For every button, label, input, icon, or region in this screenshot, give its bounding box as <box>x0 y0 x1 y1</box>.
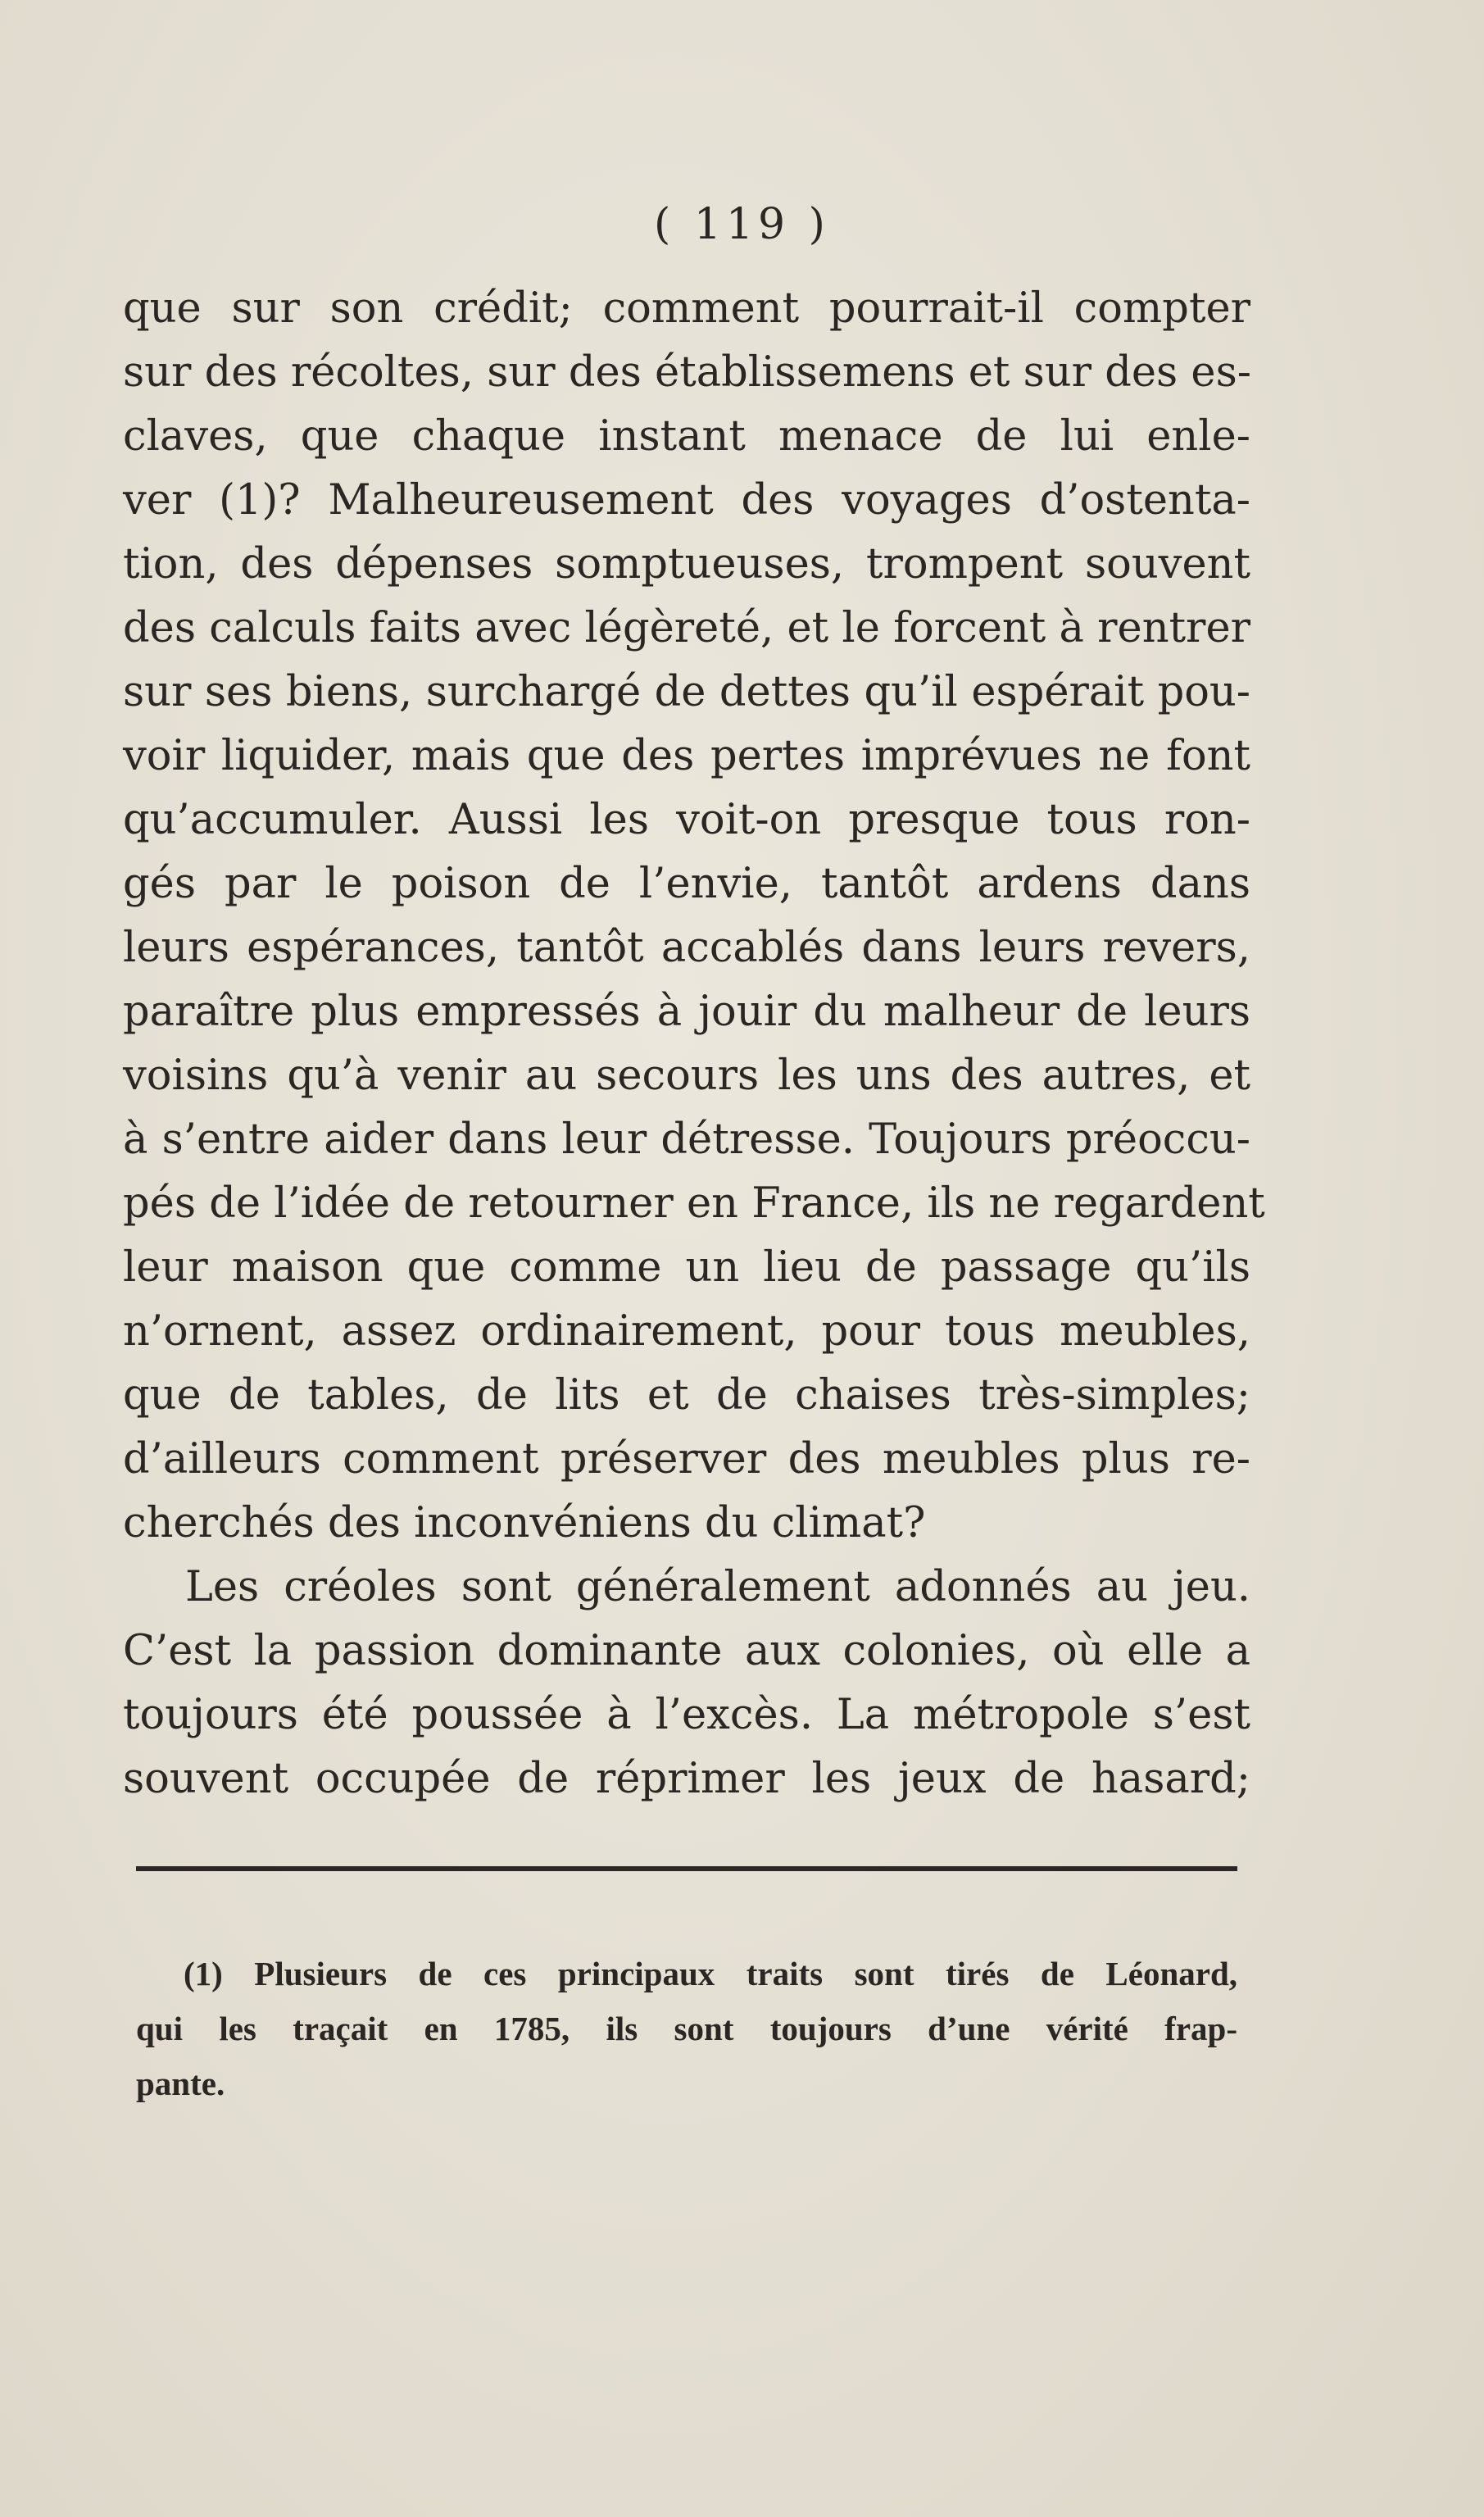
text-line: ver (1)? Malheureusement des voyages d’ostenta- <box>123 476 1250 525</box>
text-line: gés par le poison de l’envie, tantôt ardens dans <box>123 860 1250 908</box>
footnote-line: pante. <box>136 2065 225 2102</box>
text-line: tion, des dépenses somptueuses, trompent souvent <box>123 540 1250 588</box>
text-line: sur des récoltes, sur des établissemens et sur des es- <box>123 348 1251 397</box>
footnote-line: qui les traçait en 1785, ils sont toujours d’une vérité frap- <box>136 2010 1237 2047</box>
text-line: d’ailleurs comment préserver des meubles plus re- <box>123 1435 1250 1483</box>
text-line: cherchés des inconvéniens du climat? <box>123 1499 926 1547</box>
text-line: leur maison que comme un lieu de passage qu’ils <box>123 1243 1250 1292</box>
text-line: voisins qu’à venir au secours les uns des autres, et <box>123 1052 1250 1100</box>
page-number: ( 119 ) <box>654 200 830 249</box>
text-line: qu’accumuler. Aussi les voit-on presque tous ron- <box>123 796 1250 844</box>
paragraph-start-line: Les créoles sont généralement adonnés au jeu. <box>185 1563 1250 1611</box>
footnote-divider <box>136 1866 1237 1871</box>
text-line: voir liquider, mais que des pertes imprévues ne font <box>123 732 1250 780</box>
main-text <box>123 277 1265 1811</box>
footnote <box>136 1947 1237 2111</box>
text-line: paraître plus empressés à jouir du malheur de leurs <box>123 988 1250 1036</box>
text-line: C’est la passion dominante aux colonies, où elle a <box>123 1627 1250 1675</box>
text-line: souvent occupée de réprimer les jeux de hasard; <box>123 1755 1250 1803</box>
text-line: sur ses biens, surchargé de dettes qu’il espérait pou- <box>123 668 1250 716</box>
text-line: que de tables, de lits et de chaises très-simples; <box>123 1371 1250 1420</box>
footnote-line: (1) Plusieurs de ces principaux traits sont tirés de Léonard, <box>184 1955 1237 1992</box>
text-line: n’ornent, assez ordinairement, pour tous meubles, <box>123 1307 1250 1356</box>
text-line: leurs espérances, tantôt accablés dans leurs revers, <box>123 924 1250 972</box>
text-line: pés de l’idée de retourner en France, ils ne regardent <box>123 1179 1265 1228</box>
text-line: claves, que chaque instant menace de lui enle- <box>123 412 1250 461</box>
text-line: toujours été poussée à l’excès. La métropole s’est <box>123 1691 1250 1739</box>
text-line: à s’entre aider dans leur détresse. Toujours préoccu- <box>123 1115 1250 1164</box>
text-line: que sur son crédit; comment pourrait-il compter <box>123 284 1250 333</box>
text-line: des calculs faits avec légèreté, et le forcent à rentrer <box>123 604 1250 652</box>
